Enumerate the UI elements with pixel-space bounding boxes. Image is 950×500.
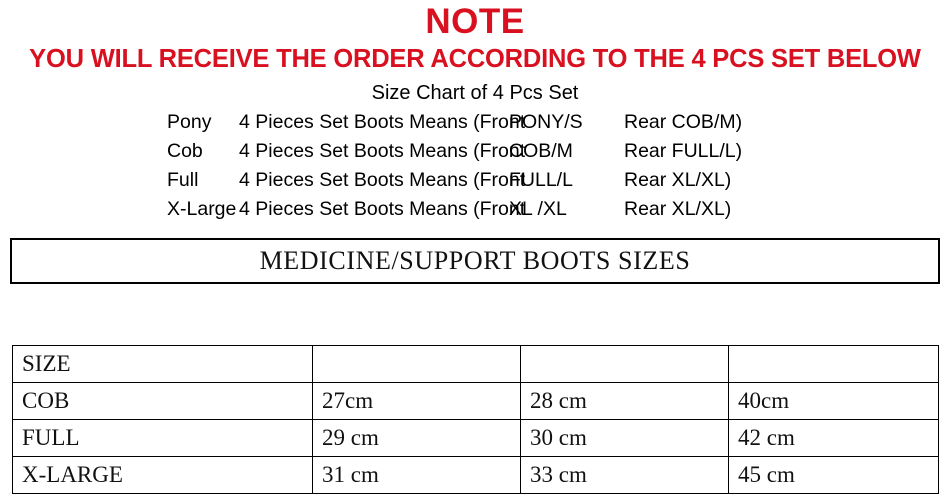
set-row-means: 4 Pieces Set Boots Means (Front: [239, 198, 526, 220]
table-header-row: [13, 346, 939, 383]
note-subtitle: YOU WILL RECEIVE THE ORDER ACCORDING TO THE 4 PCS SET BELOW: [29, 45, 921, 73]
set-row-means: 4 Pieces Set Boots Means (Front: [239, 169, 526, 191]
table-row: [13, 420, 939, 457]
set-row-front: COB/M: [509, 140, 573, 162]
sizes-table-wrapper: [12, 345, 938, 494]
table-cell: COB: [13, 383, 313, 420]
table-row: [13, 383, 939, 420]
document-page: [0, 2, 950, 500]
table-cell: 45 cm: [729, 457, 939, 494]
set-row-means: 4 Pieces Set Boots Means (Front: [239, 111, 526, 133]
set-row-front: FULL/L: [509, 169, 573, 191]
set-chart-list: [155, 108, 795, 224]
set-chart-title: Size Chart of 4 Pcs Set: [371, 82, 579, 104]
table-row: [13, 457, 939, 494]
table-header-cell: SIZE: [13, 346, 313, 383]
set-row-front: PONY/S: [509, 111, 583, 133]
table-cell: 33 cm: [521, 457, 729, 494]
set-row-rear: Rear FULL/L): [624, 140, 743, 162]
set-chart-row: [167, 195, 795, 224]
table-cell: 29 cm: [313, 420, 521, 457]
set-row-size: Full: [167, 169, 199, 191]
table-header-cell: [729, 346, 939, 383]
set-row-size: Cob: [167, 140, 203, 162]
table-cell: 27cm: [313, 383, 521, 420]
table-cell: 40cm: [729, 383, 939, 420]
table-cell: 28 cm: [521, 383, 729, 420]
section-banner: [10, 238, 940, 284]
table-cell: 30 cm: [521, 420, 729, 457]
note-title: NOTE: [425, 2, 525, 41]
set-row-rear: Rear COB/M): [624, 111, 743, 133]
table-header-cell: [313, 346, 521, 383]
set-row-size: X-Large: [167, 198, 237, 220]
section-banner-text: MEDICINE/SUPPORT BOOTS SIZES: [259, 246, 691, 275]
set-row-size: Pony: [167, 111, 212, 133]
set-row-front: XL /XL: [509, 198, 567, 220]
set-row-rear: Rear XL/XL): [624, 198, 732, 220]
set-row-means: 4 Pieces Set Boots Means (Front: [239, 140, 526, 162]
set-chart-row: [167, 108, 795, 137]
sizes-table: [12, 345, 939, 494]
table-header-cell: [521, 346, 729, 383]
set-chart-row: [167, 137, 795, 166]
table-cell: 42 cm: [729, 420, 939, 457]
set-chart-row: [167, 166, 795, 195]
table-cell: FULL: [13, 420, 313, 457]
set-row-rear: Rear XL/XL): [624, 169, 732, 191]
table-cell: X-LARGE: [13, 457, 313, 494]
table-cell: 31 cm: [313, 457, 521, 494]
